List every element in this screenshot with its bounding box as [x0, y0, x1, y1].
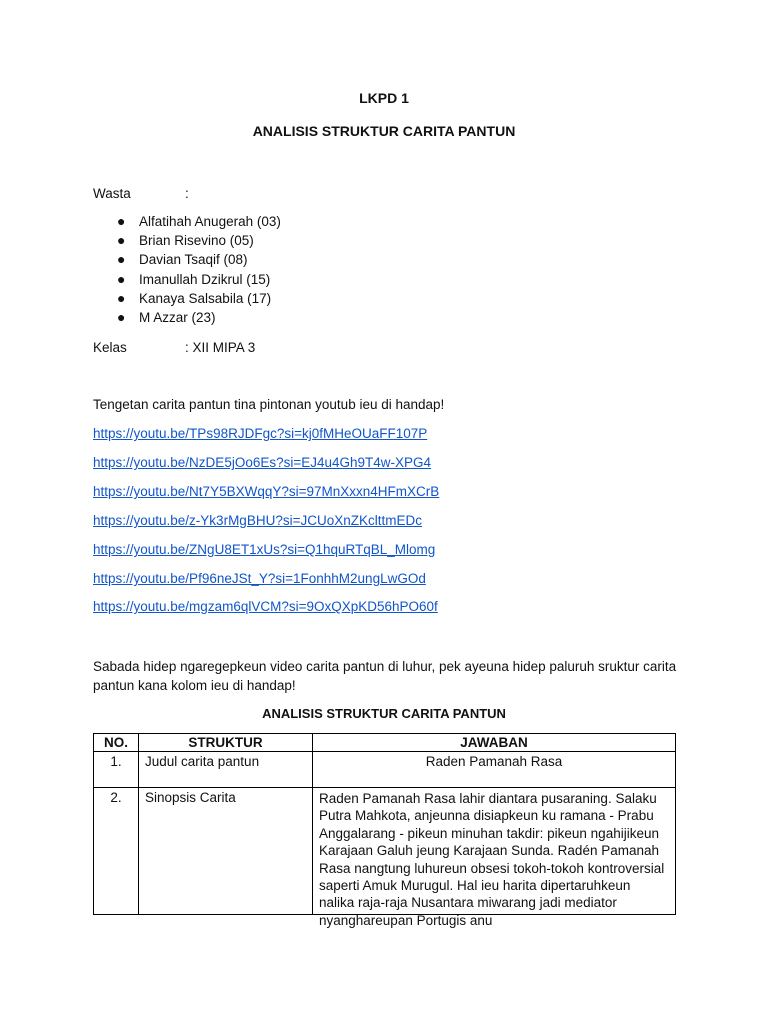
- wasta-label: Wasta: [93, 186, 131, 201]
- member-name: M Azzar (23): [139, 310, 216, 325]
- member-name: Alfatihah Anugerah (03): [139, 214, 281, 229]
- bullet-icon: ●: [117, 251, 126, 267]
- row-struktur: Sinopsis Carita: [139, 788, 313, 915]
- kelas-label: Kelas: [93, 340, 127, 355]
- header-struktur: STRUKTUR: [139, 734, 313, 752]
- member-name: Davian Tsaqif (08): [139, 252, 248, 267]
- youtube-link-5[interactable]: https://youtu.be/ZNgU8ET1xUs?si=Q1hquRTqBL_Mlomg: [93, 542, 436, 557]
- member-name: Brian Risevino (05): [139, 233, 254, 248]
- member-name: Kanaya Salsabila (17): [139, 291, 272, 306]
- bullet-icon: ●: [117, 290, 126, 306]
- youtube-link-7[interactable]: https://youtu.be/mgzam6qlVCM?si=9OxQXpKD56hPO60f: [93, 599, 438, 614]
- structure-table: [93, 733, 676, 928]
- document-subtitle: ANALISIS STRUKTUR CARITA PANTUN: [252, 123, 516, 139]
- kelas-value: : XII MIPA 3: [185, 340, 256, 355]
- youtube-link-4[interactable]: https://youtu.be/z-Yk3rMgBHU?si=JCUoXnZKclttmEDc: [93, 513, 422, 528]
- bullet-icon: ●: [117, 271, 126, 287]
- table-title: ANALISIS STRUKTUR CARITA PANTUN: [262, 706, 506, 721]
- youtube-link-1[interactable]: https://youtu.be/TPs98RJDFgc?si=kj0fMHeOUaFF107P: [93, 426, 428, 441]
- row-jawaban: Raden Pamanah Rasa lahir diantara pusaraning. Salaku Putra Mahkota, anjeunna disiapkeun ku ramana - Prabu Anggalarang - pikeun minuhan takdir: pikeun ngahijikeun Karajaan Galuh jeung Karajaan Sunda. Radén Pamanah Rasa nangtung luhureun obsesi tokoh-tokoh kontroversial saperti Amuk Murugul. Hal ieu harita dipertaruhkeun nalika raja-raja Nusantara miwarang jadi mediator nyanghareupan Portugis anu: [319, 791, 665, 928]
- row-struktur: Judul carita pantun: [139, 752, 313, 788]
- bullet-icon: ●: [117, 213, 126, 229]
- row-jawaban-cell: [313, 788, 676, 928]
- youtube-link-2[interactable]: https://youtu.be/NzDE5jOo6Es?si=EJ4u4Gh9T4w-XPG4: [93, 455, 432, 470]
- instruction-analyze: Sabada hidep ngaregepkeun video carita pantun di luhur, pek ayeuna hidep paluruh sruktur carita pantun kana kolom ieu di handap!: [93, 659, 677, 693]
- table-row: [94, 752, 676, 788]
- row-no: 2.: [94, 788, 139, 915]
- table-row: [94, 788, 676, 915]
- youtube-link-6[interactable]: https://youtu.be/Pf96neJSt_Y?si=1FonhhM2ungLwGOd: [93, 571, 426, 586]
- wasta-colon: :: [185, 186, 189, 201]
- youtube-link-3[interactable]: https://youtu.be/Nt7Y5BXWqqY?si=97MnXxxn4HFmXCrB: [93, 484, 440, 499]
- row-no: 1.: [94, 752, 139, 788]
- table-header-row: [94, 734, 676, 752]
- document-title: LKPD 1: [359, 90, 409, 106]
- header-jawaban: JAWABAN: [313, 734, 676, 752]
- instruction-watch: Tengetan carita pantun tina pintonan youtub ieu di handap!: [93, 397, 445, 412]
- bullet-icon: ●: [117, 232, 126, 248]
- header-no: NO.: [94, 734, 139, 752]
- member-name: Imanullah Dzikrul (15): [139, 272, 271, 287]
- bullet-icon: ●: [117, 309, 126, 325]
- row-jawaban: Raden Pamanah Rasa: [313, 752, 676, 788]
